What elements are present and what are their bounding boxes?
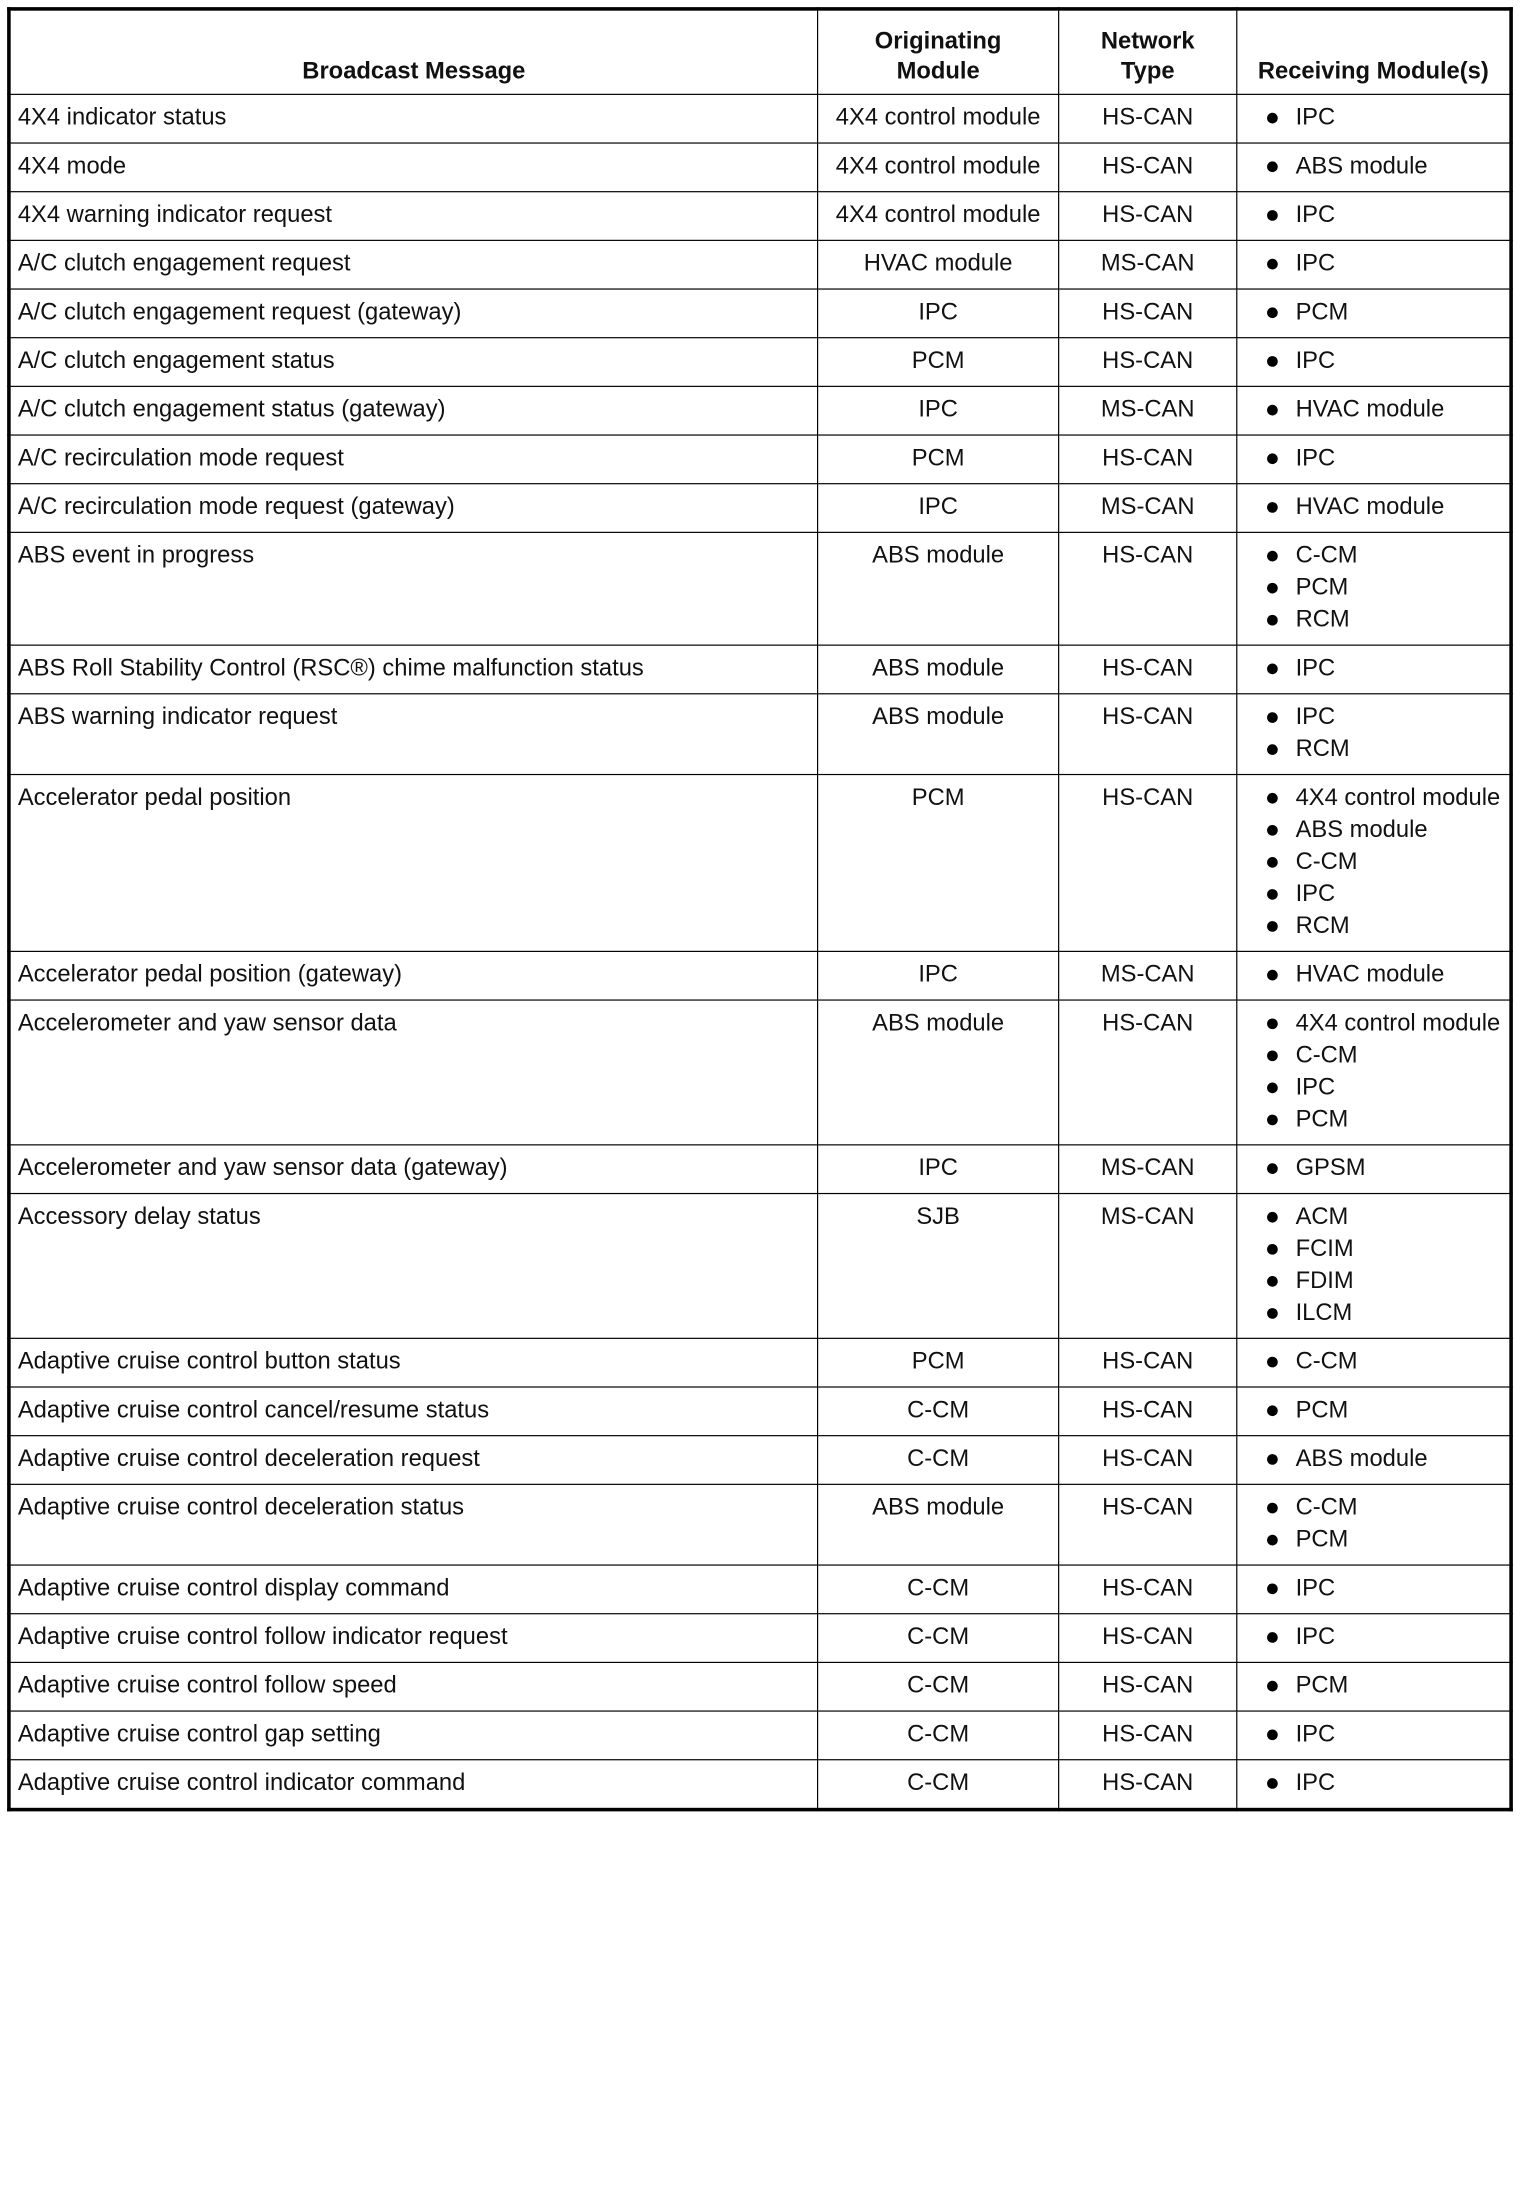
broadcast-message-cell: Adaptive cruise control deceleration request bbox=[9, 1436, 818, 1485]
header-originating-module: Originating Module bbox=[818, 9, 1059, 94]
receiving-module-item: C-CM bbox=[1264, 849, 1505, 876]
receiving-modules-list bbox=[1237, 1348, 1509, 1375]
receiving-module-item: IPC bbox=[1264, 704, 1505, 731]
table-header bbox=[9, 9, 1511, 94]
receiving-modules-cell bbox=[1237, 143, 1511, 192]
network-type-cell: MS-CAN bbox=[1059, 1145, 1237, 1194]
receiving-module-item: ILCM bbox=[1264, 1300, 1505, 1327]
receiving-module-item: HVAC module bbox=[1264, 396, 1505, 423]
receiving-modules-list bbox=[1237, 1770, 1509, 1797]
receiving-modules-list bbox=[1237, 961, 1509, 988]
broadcast-message-cell: Adaptive cruise control cancel/resume status bbox=[9, 1387, 818, 1436]
receiving-modules-cell bbox=[1237, 338, 1511, 387]
originating-module-cell: C-CM bbox=[818, 1387, 1059, 1436]
receiving-modules-cell bbox=[1237, 289, 1511, 338]
receiving-module-item: IPC bbox=[1264, 1721, 1505, 1748]
receiving-module-item: FCIM bbox=[1264, 1236, 1505, 1263]
network-type-cell: MS-CAN bbox=[1059, 386, 1237, 435]
table-row bbox=[9, 775, 1511, 952]
table-row bbox=[9, 1711, 1511, 1760]
broadcast-message-cell: ABS event in progress bbox=[9, 532, 818, 645]
network-type-cell: MS-CAN bbox=[1059, 484, 1237, 533]
network-type-cell: HS-CAN bbox=[1059, 645, 1237, 694]
table-row bbox=[9, 1760, 1511, 1810]
receiving-modules-list bbox=[1237, 542, 1509, 633]
table-row bbox=[9, 1338, 1511, 1387]
originating-module-cell: PCM bbox=[818, 1338, 1059, 1387]
receiving-modules-list bbox=[1237, 1397, 1509, 1424]
table-row bbox=[9, 1662, 1511, 1711]
receiving-modules-list bbox=[1237, 104, 1509, 131]
receiving-module-item: RCM bbox=[1264, 607, 1505, 634]
broadcast-message-cell: A/C clutch engagement status (gateway) bbox=[9, 386, 818, 435]
table-row bbox=[9, 1565, 1511, 1614]
receiving-modules-list bbox=[1237, 445, 1509, 472]
originating-module-cell: ABS module bbox=[818, 1000, 1059, 1145]
receiving-modules-cell bbox=[1237, 1000, 1511, 1145]
receiving-modules-cell bbox=[1237, 1565, 1511, 1614]
receiving-modules-cell bbox=[1237, 1614, 1511, 1663]
receiving-module-item: HVAC module bbox=[1264, 494, 1505, 521]
originating-module-cell: IPC bbox=[818, 484, 1059, 533]
receiving-module-item: IPC bbox=[1264, 202, 1505, 229]
table-row bbox=[9, 694, 1511, 775]
receiving-modules-cell bbox=[1237, 192, 1511, 241]
receiving-module-item: ABS module bbox=[1264, 1446, 1505, 1473]
table-row bbox=[9, 240, 1511, 289]
receiving-modules-list bbox=[1237, 1575, 1509, 1602]
receiving-module-item: IPC bbox=[1264, 1624, 1505, 1651]
originating-module-cell: IPC bbox=[818, 1145, 1059, 1194]
network-type-cell: HS-CAN bbox=[1059, 1711, 1237, 1760]
broadcast-message-cell: A/C recirculation mode request (gateway) bbox=[9, 484, 818, 533]
table-row bbox=[9, 1194, 1511, 1339]
receiving-module-item: ABS module bbox=[1264, 817, 1505, 844]
network-type-cell: HS-CAN bbox=[1059, 1436, 1237, 1485]
table-row bbox=[9, 338, 1511, 387]
receiving-module-item: RCM bbox=[1264, 736, 1505, 763]
receiving-modules-cell bbox=[1237, 775, 1511, 952]
table-row bbox=[9, 1000, 1511, 1145]
broadcast-message-cell: Accelerometer and yaw sensor data (gateway) bbox=[9, 1145, 818, 1194]
table-row bbox=[9, 143, 1511, 192]
receiving-modules-list bbox=[1237, 250, 1509, 277]
originating-module-cell: 4X4 control module bbox=[818, 143, 1059, 192]
originating-module-cell: C-CM bbox=[818, 1760, 1059, 1810]
network-type-cell: HS-CAN bbox=[1059, 1000, 1237, 1145]
network-type-cell: HS-CAN bbox=[1059, 1614, 1237, 1663]
receiving-module-item: C-CM bbox=[1264, 1348, 1505, 1375]
receiving-module-item: IPC bbox=[1264, 250, 1505, 277]
table-row bbox=[9, 484, 1511, 533]
header-network-type: Network Type bbox=[1059, 9, 1237, 94]
network-type-cell: HS-CAN bbox=[1059, 1484, 1237, 1565]
network-type-cell: HS-CAN bbox=[1059, 1338, 1237, 1387]
receiving-modules-cell bbox=[1237, 240, 1511, 289]
receiving-modules-cell bbox=[1237, 1711, 1511, 1760]
receiving-module-item: C-CM bbox=[1264, 542, 1505, 569]
table-row bbox=[9, 645, 1511, 694]
originating-module-cell: ABS module bbox=[818, 645, 1059, 694]
originating-module-cell: ABS module bbox=[818, 1484, 1059, 1565]
network-type-cell: HS-CAN bbox=[1059, 94, 1237, 143]
broadcast-message-cell: Adaptive cruise control follow speed bbox=[9, 1662, 818, 1711]
broadcast-message-cell: A/C clutch engagement request (gateway) bbox=[9, 289, 818, 338]
broadcast-message-cell: 4X4 warning indicator request bbox=[9, 192, 818, 241]
network-type-cell: HS-CAN bbox=[1059, 338, 1237, 387]
originating-module-cell: IPC bbox=[818, 289, 1059, 338]
receiving-modules-list bbox=[1237, 494, 1509, 521]
receiving-modules-list bbox=[1237, 1672, 1509, 1699]
originating-module-cell: C-CM bbox=[818, 1614, 1059, 1663]
receiving-modules-list bbox=[1237, 396, 1509, 423]
broadcast-message-table bbox=[7, 7, 1513, 1811]
receiving-module-item: IPC bbox=[1264, 1770, 1505, 1797]
network-type-cell: HS-CAN bbox=[1059, 289, 1237, 338]
broadcast-message-cell: Adaptive cruise control display command bbox=[9, 1565, 818, 1614]
originating-module-cell: HVAC module bbox=[818, 240, 1059, 289]
network-type-cell: HS-CAN bbox=[1059, 1387, 1237, 1436]
originating-module-cell: PCM bbox=[818, 338, 1059, 387]
receiving-modules-cell bbox=[1237, 694, 1511, 775]
receiving-modules-cell bbox=[1237, 1484, 1511, 1565]
network-type-cell: MS-CAN bbox=[1059, 1194, 1237, 1339]
table-row bbox=[9, 192, 1511, 241]
header-receiving-modules: Receiving Module(s) bbox=[1237, 9, 1511, 94]
receiving-module-item: IPC bbox=[1264, 881, 1505, 908]
network-type-cell: MS-CAN bbox=[1059, 240, 1237, 289]
broadcast-message-cell: ABS warning indicator request bbox=[9, 694, 818, 775]
table-body bbox=[9, 94, 1511, 1809]
originating-module-cell: 4X4 control module bbox=[818, 192, 1059, 241]
receiving-module-item: IPC bbox=[1264, 445, 1505, 472]
network-type-cell: HS-CAN bbox=[1059, 435, 1237, 484]
broadcast-message-cell: Accessory delay status bbox=[9, 1194, 818, 1339]
receiving-modules-cell bbox=[1237, 94, 1511, 143]
receiving-modules-list bbox=[1237, 1204, 1509, 1327]
network-type-cell: MS-CAN bbox=[1059, 951, 1237, 1000]
receiving-module-item: GPSM bbox=[1264, 1155, 1505, 1182]
receiving-modules-cell bbox=[1237, 386, 1511, 435]
receiving-module-item: HVAC module bbox=[1264, 961, 1505, 988]
network-type-cell: HS-CAN bbox=[1059, 1662, 1237, 1711]
table-row bbox=[9, 289, 1511, 338]
originating-module-cell: IPC bbox=[818, 386, 1059, 435]
originating-module-cell: C-CM bbox=[818, 1565, 1059, 1614]
receiving-modules-list bbox=[1237, 299, 1509, 326]
network-type-cell: HS-CAN bbox=[1059, 532, 1237, 645]
header-row bbox=[9, 9, 1511, 94]
receiving-modules-cell bbox=[1237, 1662, 1511, 1711]
receiving-modules-cell bbox=[1237, 645, 1511, 694]
receiving-module-item: C-CM bbox=[1264, 1494, 1505, 1521]
receiving-module-item: 4X4 control module bbox=[1264, 1010, 1505, 1037]
table-row bbox=[9, 951, 1511, 1000]
receiving-modules-list bbox=[1237, 202, 1509, 229]
receiving-modules-cell bbox=[1237, 532, 1511, 645]
originating-module-cell: C-CM bbox=[818, 1711, 1059, 1760]
table-row bbox=[9, 1436, 1511, 1485]
table-row bbox=[9, 386, 1511, 435]
receiving-modules-list bbox=[1237, 1721, 1509, 1748]
originating-module-cell: C-CM bbox=[818, 1436, 1059, 1485]
receiving-module-item: IPC bbox=[1264, 104, 1505, 131]
broadcast-message-cell: A/C recirculation mode request bbox=[9, 435, 818, 484]
receiving-module-item: PCM bbox=[1264, 1526, 1505, 1553]
receiving-modules-cell bbox=[1237, 1194, 1511, 1339]
originating-module-cell: ABS module bbox=[818, 532, 1059, 645]
table-row bbox=[9, 435, 1511, 484]
originating-module-cell: 4X4 control module bbox=[818, 94, 1059, 143]
table-row bbox=[9, 532, 1511, 645]
network-type-cell: HS-CAN bbox=[1059, 694, 1237, 775]
broadcast-message-cell: Adaptive cruise control indicator command bbox=[9, 1760, 818, 1810]
originating-module-cell: SJB bbox=[818, 1194, 1059, 1339]
receiving-modules-list bbox=[1237, 1624, 1509, 1651]
receiving-modules-cell bbox=[1237, 1760, 1511, 1810]
broadcast-message-cell: Accelerator pedal position bbox=[9, 775, 818, 952]
broadcast-message-cell: Accelerator pedal position (gateway) bbox=[9, 951, 818, 1000]
receiving-modules-list bbox=[1237, 785, 1509, 940]
receiving-modules-cell bbox=[1237, 1387, 1511, 1436]
receiving-module-item: C-CM bbox=[1264, 1042, 1505, 1069]
table-row bbox=[9, 1387, 1511, 1436]
receiving-module-item: ABS module bbox=[1264, 153, 1505, 180]
broadcast-message-cell: Adaptive cruise control gap setting bbox=[9, 1711, 818, 1760]
broadcast-message-cell: 4X4 indicator status bbox=[9, 94, 818, 143]
network-type-cell: HS-CAN bbox=[1059, 192, 1237, 241]
receiving-module-item: IPC bbox=[1264, 348, 1505, 375]
broadcast-message-cell: 4X4 mode bbox=[9, 143, 818, 192]
receiving-module-item: PCM bbox=[1264, 575, 1505, 602]
receiving-module-item: ACM bbox=[1264, 1204, 1505, 1231]
broadcast-message-cell: Accelerometer and yaw sensor data bbox=[9, 1000, 818, 1145]
receiving-module-item: 4X4 control module bbox=[1264, 785, 1505, 812]
receiving-modules-cell bbox=[1237, 484, 1511, 533]
table-row bbox=[9, 1145, 1511, 1194]
receiving-module-item: PCM bbox=[1264, 1397, 1505, 1424]
broadcast-message-cell: Adaptive cruise control follow indicator request bbox=[9, 1614, 818, 1663]
network-type-cell: HS-CAN bbox=[1059, 1565, 1237, 1614]
receiving-modules-list bbox=[1237, 655, 1509, 682]
receiving-modules-cell bbox=[1237, 435, 1511, 484]
network-type-cell: HS-CAN bbox=[1059, 775, 1237, 952]
table-row bbox=[9, 1614, 1511, 1663]
receiving-modules-cell bbox=[1237, 1145, 1511, 1194]
receiving-module-item: PCM bbox=[1264, 299, 1505, 326]
receiving-modules-cell bbox=[1237, 951, 1511, 1000]
originating-module-cell: PCM bbox=[818, 435, 1059, 484]
table-row bbox=[9, 1484, 1511, 1565]
table-row bbox=[9, 94, 1511, 143]
receiving-module-item: PCM bbox=[1264, 1672, 1505, 1699]
originating-module-cell: ABS module bbox=[818, 694, 1059, 775]
originating-module-cell: PCM bbox=[818, 775, 1059, 952]
receiving-modules-list bbox=[1237, 704, 1509, 763]
receiving-modules-cell bbox=[1237, 1338, 1511, 1387]
receiving-modules-list bbox=[1237, 1494, 1509, 1553]
receiving-module-item: PCM bbox=[1264, 1106, 1505, 1133]
receiving-modules-list bbox=[1237, 1446, 1509, 1473]
receiving-module-item: IPC bbox=[1264, 1074, 1505, 1101]
network-type-cell: HS-CAN bbox=[1059, 1760, 1237, 1810]
broadcast-message-cell: ABS Roll Stability Control (RSC®) chime malfunction status bbox=[9, 645, 818, 694]
broadcast-message-cell: A/C clutch engagement request bbox=[9, 240, 818, 289]
originating-module-cell: IPC bbox=[818, 951, 1059, 1000]
broadcast-message-cell: Adaptive cruise control deceleration status bbox=[9, 1484, 818, 1565]
originating-module-cell: C-CM bbox=[818, 1662, 1059, 1711]
receiving-module-item: IPC bbox=[1264, 655, 1505, 682]
receiving-module-item: RCM bbox=[1264, 913, 1505, 940]
receiving-module-item: IPC bbox=[1264, 1575, 1505, 1602]
receiving-modules-list bbox=[1237, 153, 1509, 180]
receiving-modules-list bbox=[1237, 1010, 1509, 1133]
receiving-module-item: FDIM bbox=[1264, 1268, 1505, 1295]
receiving-modules-list bbox=[1237, 1155, 1509, 1182]
broadcast-message-cell: A/C clutch engagement status bbox=[9, 338, 818, 387]
receiving-modules-list bbox=[1237, 348, 1509, 375]
header-broadcast-message: Broadcast Message bbox=[9, 9, 818, 94]
receiving-modules-cell bbox=[1237, 1436, 1511, 1485]
broadcast-message-cell: Adaptive cruise control button status bbox=[9, 1338, 818, 1387]
network-type-cell: HS-CAN bbox=[1059, 143, 1237, 192]
